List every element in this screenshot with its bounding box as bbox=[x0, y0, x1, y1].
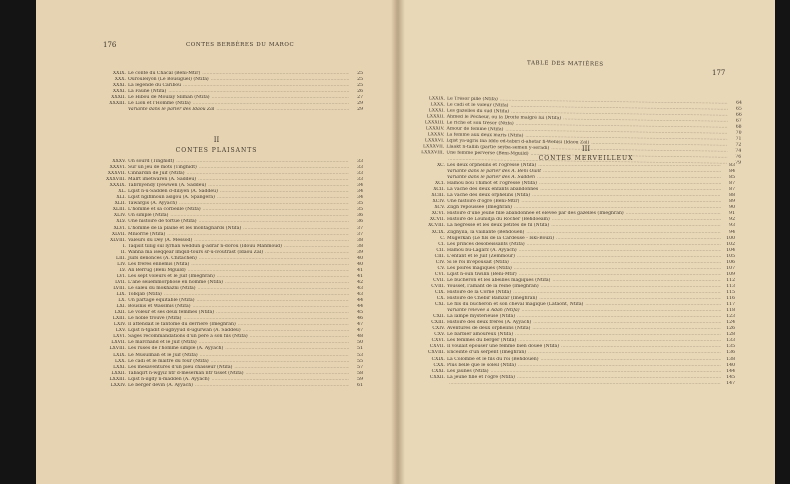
toc-entry-page: 46 bbox=[357, 316, 363, 322]
toc-entry-title: La Colombe et le fils du roi (Béhdouen) bbox=[447, 356, 539, 362]
toc-entry-numeral: XXXI. bbox=[112, 83, 126, 89]
toc-entry-numeral: LXXI. bbox=[113, 364, 126, 370]
toc-entry-title: L'enfant et le Juif (Zemmour) bbox=[447, 253, 515, 259]
toc-entry-title: Les jaunes (Ntifa) bbox=[447, 368, 489, 374]
toc-entry-page: 116 bbox=[726, 296, 735, 302]
toc-entry-title: Le marchand et le Juif (Ntifa) bbox=[128, 340, 197, 346]
toc-entry-numeral: CXVII. bbox=[429, 344, 445, 350]
toc-entry-title: Valeurs du Dey (A. Messod) bbox=[128, 237, 193, 243]
toc-entry-title: Le Musulman et le Juif (Ntifa) bbox=[128, 352, 198, 358]
left-page-number: 176 bbox=[103, 41, 117, 49]
toc-entry-page: 128 bbox=[726, 332, 735, 338]
toc-entry-numeral: XCVII. bbox=[429, 217, 445, 223]
toc-entry-numeral: LXXXVI. bbox=[424, 138, 445, 144]
toc-entry-page: 29 bbox=[357, 107, 363, 113]
toc-entry-numeral: XXXI. bbox=[112, 89, 126, 95]
toc-entry-numeral: LXXXVII. bbox=[422, 144, 445, 150]
toc-entry-numeral: CXIII. bbox=[431, 320, 445, 326]
toc-entry-page: 117 bbox=[726, 302, 735, 308]
left-page bbox=[36, 0, 397, 484]
toc-entry-numeral: XXIX. bbox=[112, 71, 126, 76]
toc-entry-page: 136 bbox=[726, 350, 735, 356]
toc-entry-title: Amour de femme (Ntifa) bbox=[446, 126, 504, 133]
toc-entry-numeral: LXIV. bbox=[113, 322, 126, 328]
toc-entry-numeral: XXXIII. bbox=[109, 101, 126, 107]
toc-entry-title: Juifs dénoncés (A. Chitachen) bbox=[128, 255, 197, 261]
dot-leader bbox=[449, 381, 721, 387]
toc-entry-title: Sur un jeu de mots (Tinghîdt) bbox=[128, 165, 197, 171]
toc-entry-page: 37 bbox=[357, 225, 363, 231]
toc-entry-title: Histoire de Lounidja du Rocher (Béhdoeam) bbox=[447, 217, 550, 223]
toc-entry-page: 87 bbox=[729, 181, 735, 187]
toc-entry-page: 106 bbox=[726, 259, 735, 265]
toc-entry-title: Wanna ma iseqqear lmqsll-tours sr-u-ivoutrast (Idaou Zâl) bbox=[128, 249, 263, 255]
toc-entry-numeral: LXXXI. bbox=[428, 108, 445, 114]
toc-entry-page: 79 bbox=[735, 161, 742, 167]
toc-entry-numeral: LXIX. bbox=[113, 352, 126, 358]
toc-entry-page: 145 bbox=[726, 374, 735, 380]
toc-entry-numeral: XLV. bbox=[116, 219, 126, 225]
toc-entry-title: La vache des deux enfants abandonnés bbox=[447, 187, 539, 193]
toc-entry-title: Les ruses de l'homme simple (A. Ayyach) bbox=[128, 346, 224, 352]
toc-entry-numeral: XXXV. bbox=[112, 159, 126, 164]
dot-leader bbox=[195, 383, 349, 389]
toc-entry-title: Lqist n-ilgdy n-madden (A. Ayyach) bbox=[128, 376, 210, 382]
toc-entry-title: Les deux orphelins et l'ogresse (Ntifa) bbox=[447, 163, 537, 168]
right-section-title: CONTES MERVEILLEUX bbox=[538, 155, 634, 162]
toc-entry-page: 113 bbox=[726, 283, 735, 289]
toc-entry-numeral: LXXII. bbox=[111, 370, 126, 376]
toc-entry-numeral: II. bbox=[120, 249, 126, 255]
toc-entry-page: 126 bbox=[726, 326, 735, 332]
toc-entry-page: 33 bbox=[357, 177, 363, 183]
right-section-numeral: III bbox=[581, 145, 591, 153]
toc-entry-numeral: CXXI. bbox=[431, 368, 445, 374]
left-section-numeral: II bbox=[213, 136, 220, 144]
toc-entry-title: La lampe mystérieuse (Ntifa) bbox=[447, 314, 516, 320]
toc-entry-title: Llaakt n-tallih (partie seyba-semen y-seradi) bbox=[446, 144, 550, 152]
toc-entry-numeral: XCVI. bbox=[431, 211, 445, 217]
toc-entry-title: La jeune fille et l'ogre (Ntifa) bbox=[447, 374, 515, 380]
toc-entry-numeral: LXV. bbox=[115, 328, 126, 334]
toc-entry-page: 100 bbox=[726, 235, 735, 241]
toc-entry bbox=[98, 107, 363, 113]
toc-entry-numeral: XLVIII. bbox=[110, 237, 126, 243]
toc-entry-page: 112 bbox=[726, 277, 735, 283]
toc-entry-numeral: XCIII. bbox=[431, 193, 445, 199]
toc-entry-title: Les mésaventures d'un pieu chasseur (Ntifa) bbox=[128, 364, 233, 370]
toc-entry-numeral: XL. bbox=[118, 189, 126, 195]
toc-entry-page: 33 bbox=[357, 165, 363, 171]
toc-entry-page: 144 bbox=[726, 368, 735, 374]
toc-entry-page: 85 bbox=[729, 175, 735, 181]
toc-entry-page: 89 bbox=[729, 199, 735, 205]
toc-entry-title: Ahmed le Pêcheur, ou la Droite malgré lui (Ntifa) bbox=[446, 114, 562, 122]
toc-entry-title: Lqist n-u-Sadden d-diliyen (A. Saddeu) bbox=[128, 189, 218, 195]
toc-entry-numeral: LXVII. bbox=[111, 340, 126, 346]
toc-entry-page: 53 bbox=[357, 352, 363, 358]
toc-entry-page: 70 bbox=[735, 130, 742, 136]
toc-entry-title: L'homme de la plaine et les montagnards (Ntifa) bbox=[128, 225, 242, 231]
toc-entry-numeral: CXVIII. bbox=[427, 350, 445, 356]
toc-entry-title: Les gazelles du sud (Ntifa) bbox=[446, 108, 510, 115]
toc-entry-page: 105 bbox=[726, 253, 735, 259]
toc-entry-title: La femme aux deux maris (Ntifa) bbox=[446, 132, 524, 139]
toc-entry-title: Variante dans le parler des A. Béni Ouilt bbox=[447, 169, 542, 175]
toc-entry-page: 34 bbox=[357, 195, 363, 201]
toc-entry-title: L'homme et sa corbeille (Ntifa) bbox=[128, 207, 201, 213]
toc-entry-numeral: LVIII. bbox=[113, 285, 126, 291]
toc-entry-numeral: XCV. bbox=[434, 205, 445, 211]
toc-entry-numeral: CII. bbox=[436, 247, 445, 253]
toc-entry-numeral: CIV. bbox=[435, 259, 445, 265]
toc-entry bbox=[98, 383, 363, 389]
toc-entry-title: Une histoire d'ogre (Béni-Mtir) bbox=[447, 199, 520, 205]
toc-entry-title: Cinnardin de Juif (Ntifa) bbox=[128, 171, 185, 177]
toc-entry-title: La légende du Caribou bbox=[128, 83, 182, 89]
toc-entry-page: 38 bbox=[357, 243, 363, 249]
toc-entry-page: 35 bbox=[357, 207, 363, 213]
toc-entry-page: 42 bbox=[357, 279, 363, 285]
toc-entry-title: Le Trésor pillé (Ntifa) bbox=[446, 96, 498, 103]
toc-entry-numeral: C. bbox=[440, 235, 445, 241]
toc-entry-page: 94 bbox=[729, 229, 735, 235]
toc-entry-page: 83 bbox=[729, 163, 735, 168]
toc-entry-page: 76 bbox=[735, 154, 742, 161]
toc-entry-page: 133 bbox=[726, 338, 735, 344]
toc-entry-numeral: LVI. bbox=[116, 273, 126, 279]
toc-entry-title: Mugerkan (Le fils de la Cardeuse - Iski-Bouzi) bbox=[447, 235, 554, 241]
toc-entry-title: Un partage équitable (Ntifa) bbox=[128, 298, 195, 304]
toc-entry-numeral: CVII. bbox=[433, 277, 445, 283]
left-running-head: CONTES BERBÈRES DU MAROC bbox=[186, 42, 295, 48]
toc-entry-numeral: CIX. bbox=[434, 289, 445, 295]
toc-entry-title: Ali Berrug (Beni Mguild) bbox=[128, 267, 186, 273]
toc-entry-title: Zlîgh repoussée (Imeghran) bbox=[447, 205, 512, 211]
toc-entry-title: Histoire d'une jeune fille abandonnée et élevée par des gazelles (Imeghran) bbox=[447, 211, 624, 217]
toc-entry-numeral: LVII. bbox=[115, 279, 126, 285]
toc-entry-page: 40 bbox=[357, 261, 363, 267]
toc-entry-title: Malrt imetwaren (A. Saddeu) bbox=[128, 177, 197, 183]
toc-entry-page: 50 bbox=[357, 340, 363, 346]
toc-entry-title: L'âne seiiemmorphosé en homme (Ntifa) bbox=[128, 279, 223, 285]
toc-entry-title: Bousnis et Wassmis (Ntifa) bbox=[128, 304, 191, 310]
toc-entry-page: 72 bbox=[735, 142, 742, 148]
toc-entry-title: Les princes désobéissants (Ntifa) bbox=[447, 241, 525, 247]
toc-entry-title: La vache des deux orphelins (Ntifa) bbox=[447, 193, 531, 199]
toc-entry-page: 84 bbox=[729, 169, 735, 175]
toc-entry-title: Sages recommandations d'un père à son fils (Ntifa) bbox=[128, 334, 248, 340]
toc-entry-page: 88 bbox=[729, 193, 735, 199]
toc-entry-page: 25 bbox=[357, 77, 363, 83]
toc-entry-title: Zlighyila, la vaillante (Béhdouen) bbox=[447, 229, 525, 235]
toc-entry-numeral: LXVIII. bbox=[109, 346, 126, 352]
toc-entry-numeral: XC. bbox=[436, 163, 445, 168]
toc-entry-numeral: CVI. bbox=[434, 271, 445, 277]
toc-entry-page: 33 bbox=[357, 159, 363, 164]
toc-entry-title: Enceinte d'un serpent (Imeghran) bbox=[447, 350, 527, 356]
toc-entry-page: 90 bbox=[729, 205, 735, 211]
toc-entry-numeral: LXI. bbox=[116, 304, 126, 310]
toc-entry-numeral: XLIV. bbox=[113, 213, 126, 219]
toc-entry-numeral: XCVIII. bbox=[428, 223, 445, 229]
toc-entry-page: 51 bbox=[357, 346, 363, 352]
toc-entry-title: Youssef, l'amant de la reine (Imeghran) bbox=[447, 283, 539, 289]
toc-entry-numeral: XLI. bbox=[116, 195, 126, 201]
toc-entry-page: 34 bbox=[357, 189, 363, 195]
toc-entry-title: Hamou bu-Lagarz (A. Ayyach) bbox=[447, 247, 517, 253]
toc-entry-numeral: CXIX. bbox=[431, 356, 445, 362]
toc-entry-title: Variante relevée à Adan (Ntifa) bbox=[447, 308, 520, 314]
toc-entry-numeral: CXIV. bbox=[432, 326, 445, 332]
toc-entry-numeral: LXXIX. bbox=[428, 96, 445, 102]
toc-entry-numeral: CXV. bbox=[434, 332, 445, 338]
toc-entry-title: Le saleu du mokhazni (Ntifa) bbox=[128, 285, 196, 291]
toc-entry-numeral: CXX. bbox=[433, 362, 445, 368]
toc-entry-title: Histoire de la Corne (Ntifa) bbox=[447, 289, 512, 295]
toc-entry-numeral: LXXXIII. bbox=[424, 120, 445, 126]
toc-entry-page: 65 bbox=[735, 106, 742, 112]
toc-entry-numeral: LXXXII. bbox=[426, 114, 445, 120]
toc-entry-page: 118 bbox=[726, 308, 735, 314]
toc-entry-title: Lqist ya-ugris lna lddo ed-tabiri d-ahetar fi-Wehisi (Idaou Zâl) bbox=[446, 138, 590, 146]
toc-entry-page: 29 bbox=[357, 101, 363, 107]
toc-entry-numeral: LXVI. bbox=[113, 334, 126, 340]
toc-entry-page: 59 bbox=[357, 376, 363, 382]
toc-entry-page: 109 bbox=[726, 271, 735, 277]
toc-entry-numeral: LXX. bbox=[114, 358, 126, 364]
toc-entry-title: Histoire des deux frères (A. Ayyach) bbox=[447, 320, 532, 326]
book-gutter bbox=[391, 0, 405, 484]
toc-entry-numeral: CIII. bbox=[434, 253, 445, 259]
toc-entry-numeral: XLVI. bbox=[113, 225, 126, 231]
toc-entry-numeral: XLVII. bbox=[111, 231, 126, 237]
toc-entry-title: Tawargis (A. Ayyach) bbox=[128, 201, 177, 207]
toc-entry-title: Les poires magiques (Ntifa) bbox=[447, 265, 512, 271]
toc-entry-numeral: XCIV. bbox=[432, 199, 445, 205]
toc-entry-title: Mniorrie (Ntifa) bbox=[128, 231, 166, 237]
toc-entry-page: 47 bbox=[357, 322, 363, 328]
toc-entry-page: 47 bbox=[357, 328, 363, 334]
dot-leader bbox=[216, 107, 349, 113]
toc-entry-page: 66 bbox=[735, 112, 742, 118]
toc-entry-numeral: XXXIX. bbox=[109, 183, 126, 189]
toc-entry-title: Le voleur et ses deux femmes (Ntifa) bbox=[128, 310, 215, 316]
toc-entry-numeral: CXXII. bbox=[429, 374, 445, 380]
toc-entry-title: Le barbier amoureux (Ntifa) bbox=[447, 332, 513, 338]
toc-entry-page: 38 bbox=[357, 237, 363, 243]
toc-entry-page: 123 bbox=[726, 314, 735, 320]
toc-entry-numeral: LXXXV. bbox=[427, 132, 445, 138]
toc-entry-numeral: CX. bbox=[436, 296, 445, 302]
toc-entry-title: Le cadi et le voleur (Ntifa) bbox=[446, 102, 509, 109]
toc-entry-title: Variante dans le parler des A. Sadden bbox=[447, 175, 536, 181]
toc-entry-title: Les frères ennemis (Ntifa) bbox=[128, 261, 190, 267]
toc-entry-title: Variante dans le parler des Idaou Zâl bbox=[128, 107, 215, 113]
toc-entry-numeral: LXXIV. bbox=[110, 382, 126, 388]
toc-entry-page: 41 bbox=[357, 273, 363, 279]
toc-entry-page: 43 bbox=[357, 285, 363, 291]
toc-entry-page: 135 bbox=[726, 344, 735, 350]
toc-entry-page: 104 bbox=[726, 247, 735, 253]
toc-entry-numeral: LXXXVIII. bbox=[421, 150, 445, 156]
left-toc-top bbox=[98, 71, 363, 113]
toc-entry-title: Plus belle que le soleil (Ntifa) bbox=[447, 362, 516, 368]
toc-entry-numeral: LXIII. bbox=[112, 316, 126, 322]
toc-entry-numeral: I. bbox=[122, 243, 126, 249]
toc-entry-numeral: LXXX. bbox=[430, 102, 445, 108]
toc-entry-numeral: XXXII. bbox=[111, 95, 126, 101]
toc-entry-page: 147 bbox=[726, 380, 735, 386]
toc-entry-page: 115 bbox=[726, 289, 735, 295]
left-toc-main bbox=[98, 159, 363, 389]
right-page-number: 177 bbox=[712, 69, 726, 77]
toc-entry-title: Une histoire de tortue (Ntifa) bbox=[128, 219, 197, 225]
toc-entry-page: 91 bbox=[729, 211, 735, 217]
toc-entry-page: 71 bbox=[735, 136, 742, 142]
toc-entry-page: 34 bbox=[357, 183, 363, 189]
toc-entry-title: Le riche et son trésor (Ntifa) bbox=[446, 120, 514, 127]
toc-entry-page: 44 bbox=[357, 298, 363, 304]
toc-entry-numeral: XXXVII. bbox=[107, 171, 126, 177]
toc-entry-title: Le Hibou de Moulay Sliman (Ntifa) bbox=[128, 95, 210, 101]
toc-entry-page: 39 bbox=[357, 249, 363, 255]
toc-entry-page: 64 bbox=[736, 100, 742, 106]
toc-entry-page: 55 bbox=[357, 358, 363, 364]
toc-entry-title: Hamou bou Thimot et l'ogresse (Ntifa) bbox=[447, 181, 537, 187]
toc-entry-numeral: CXI. bbox=[434, 302, 445, 308]
toc-entry-page: 92 bbox=[729, 217, 735, 223]
toc-entry-title: Tabrnyendy Iyewwen (A. Saddeu) bbox=[128, 183, 207, 189]
toc-entry-page: 25 bbox=[357, 83, 363, 89]
toc-entry-title: Lqist n-tgadit d-ugbyyud d-ugurwan (A. Saddeu) bbox=[128, 328, 241, 334]
toc-entry-page: 67 bbox=[735, 118, 742, 124]
toc-entry-page: 138 bbox=[726, 356, 735, 362]
toc-entry-title: Le bûcheron et les abeilles magiques (Ntifa) bbox=[447, 277, 551, 283]
toc-entry-page: 107 bbox=[726, 265, 735, 271]
toc-entry-title: Tobqab (Ntifa) bbox=[128, 292, 162, 298]
toc-entry-page: 140 bbox=[726, 362, 735, 368]
toc-entry-title: La Faune (Ntifa) bbox=[128, 89, 167, 95]
toc-entry-numeral: LX. bbox=[118, 298, 126, 304]
toc-entry-page: 26 bbox=[357, 89, 363, 95]
left-section-title: CONTES PLAISANTS bbox=[175, 147, 258, 154]
toc-entry-title: Le conte du Chacal (Béni-Mtir) bbox=[128, 71, 201, 76]
toc-entry-numeral: LV. bbox=[119, 267, 126, 273]
toc-entry-numeral: CVIII. bbox=[431, 283, 445, 289]
right-running-head: TABLE DES MATIÈRES bbox=[526, 60, 604, 68]
toc-entry-page: 43 bbox=[357, 292, 363, 298]
toc-entry-title: Aventures de deux orphelins (Ntifa) bbox=[447, 326, 531, 332]
toc-entry-page: 124 bbox=[726, 320, 735, 326]
toc-entry-page: 93 bbox=[729, 223, 735, 229]
toc-entry-title: Il attendait le fantome du derriere (Imeghran) bbox=[128, 322, 236, 328]
toc-entry-numeral: LXXIII. bbox=[109, 376, 126, 382]
toc-entry-title: La négresse et les deux petites de fil (Ntifa) bbox=[447, 223, 550, 229]
toc-entry-title: Un simple (Ntifa) bbox=[128, 213, 169, 219]
toc-entry-page: 36 bbox=[357, 213, 363, 219]
toc-entry-page: 40 bbox=[357, 255, 363, 261]
toc-entry-title: Lqist n-oûn tiwilîn (Béni-Mtir) bbox=[447, 271, 517, 277]
toc-entry-numeral: CV. bbox=[437, 265, 445, 271]
right-page bbox=[397, 0, 775, 484]
toc-entry-numeral: XXXVI. bbox=[109, 165, 126, 171]
toc-entry-title: Si le roi m'épousait (Ntifa) bbox=[447, 259, 509, 265]
toc-entry-page: 74 bbox=[735, 148, 742, 155]
right-toc-main bbox=[409, 163, 735, 387]
toc-entry-title: Histoire de Chébir Bamzar (Imeghran) bbox=[447, 296, 538, 302]
toc-entry-title: Les femmes du berger (Ntifa) bbox=[447, 338, 517, 344]
toc-entry-page: 68 bbox=[735, 124, 742, 130]
toc-entry-numeral: LIII. bbox=[116, 255, 126, 261]
toc-entry-page: 27 bbox=[357, 95, 363, 101]
toc-entry-title: Le cadi et le maître du four (Ntifa) bbox=[128, 358, 209, 364]
toc-entry-title: Une femme perverse (Béni-Mguild) bbox=[446, 150, 529, 158]
toc-entry-numeral: CXII. bbox=[433, 314, 445, 320]
toc-entry-title: Il voulait épouser une femme bien douée (Ntifa) bbox=[447, 344, 560, 350]
toc-entry-page: 48 bbox=[357, 334, 363, 340]
toc-entry-title: Le noble trouvé (Ntifa) bbox=[128, 316, 182, 322]
toc-entry-numeral: XLIII. bbox=[112, 207, 126, 213]
toc-entry-numeral: XLII. bbox=[114, 201, 126, 207]
toc-entry-numeral: CXVI. bbox=[431, 338, 445, 344]
toc-entry-page: 25 bbox=[357, 71, 363, 76]
toc-entry-title: Les sept voleurs et le Juif (Imeghran) bbox=[128, 273, 215, 279]
toc-entry-title: Ourouleiyon (Le Bousiguel) (Ntifa) bbox=[128, 77, 209, 83]
toc-entry-page: 87 bbox=[729, 187, 735, 193]
toc-entry-title: Tabaqirt n-wgyiz ntr d-meserkan ntr tisset (Ntifa) bbox=[128, 370, 244, 376]
toc-entry-numeral: LIV. bbox=[117, 261, 126, 267]
toc-entry-numeral: XCI. bbox=[435, 181, 445, 187]
toc-entry-numeral: XXX. bbox=[114, 77, 126, 83]
toc-entry-page: 61 bbox=[357, 382, 363, 388]
toc-entry-page: 44 bbox=[357, 304, 363, 310]
toc-entry-title: Taqisit tillig sul lyrhan weddun g-adrar n-dorou (Idouu Mahmoud) bbox=[128, 243, 282, 249]
toc-entry-page: 102 bbox=[726, 241, 735, 247]
toc-entry-title: Le fils du bûcheron et son cheval magique (Lataont, Ntifa) bbox=[447, 302, 584, 308]
toc-entry-numeral: XCIX. bbox=[431, 229, 445, 235]
toc-entry-page: 57 bbox=[357, 364, 363, 370]
toc-entry-page: 35 bbox=[357, 201, 363, 207]
toc-entry-title: Le berger devin (A. Ayyach) bbox=[128, 382, 193, 388]
toc-entry-page: 36 bbox=[357, 219, 363, 225]
toc-entry-page: 45 bbox=[357, 310, 363, 316]
toc-entry-page: 41 bbox=[357, 267, 363, 273]
toc-entry-page: 33 bbox=[357, 171, 363, 177]
toc-entry-page: 37 bbox=[357, 231, 363, 237]
toc-entry-numeral: CI. bbox=[438, 241, 445, 247]
toc-entry-numeral: LXXXIV. bbox=[425, 126, 445, 132]
toc-entry-numeral: LXII. bbox=[114, 310, 126, 316]
toc-entry-title: Lqist ngifimoun aslgou (A. Spangera) bbox=[128, 195, 215, 201]
toc-entry-page: 58 bbox=[357, 370, 363, 376]
toc-entry-numeral: XXXVIII. bbox=[105, 177, 126, 183]
toc-entry-numeral: XCII. bbox=[433, 187, 445, 193]
toc-entry bbox=[409, 381, 735, 387]
toc-entry-numeral: LIX. bbox=[116, 292, 126, 298]
toc-entry-title: Un sourd (Tinghîdt) bbox=[128, 159, 175, 164]
toc-entry-title: Le Lion et l'Homme (Ntifa) bbox=[128, 101, 191, 107]
